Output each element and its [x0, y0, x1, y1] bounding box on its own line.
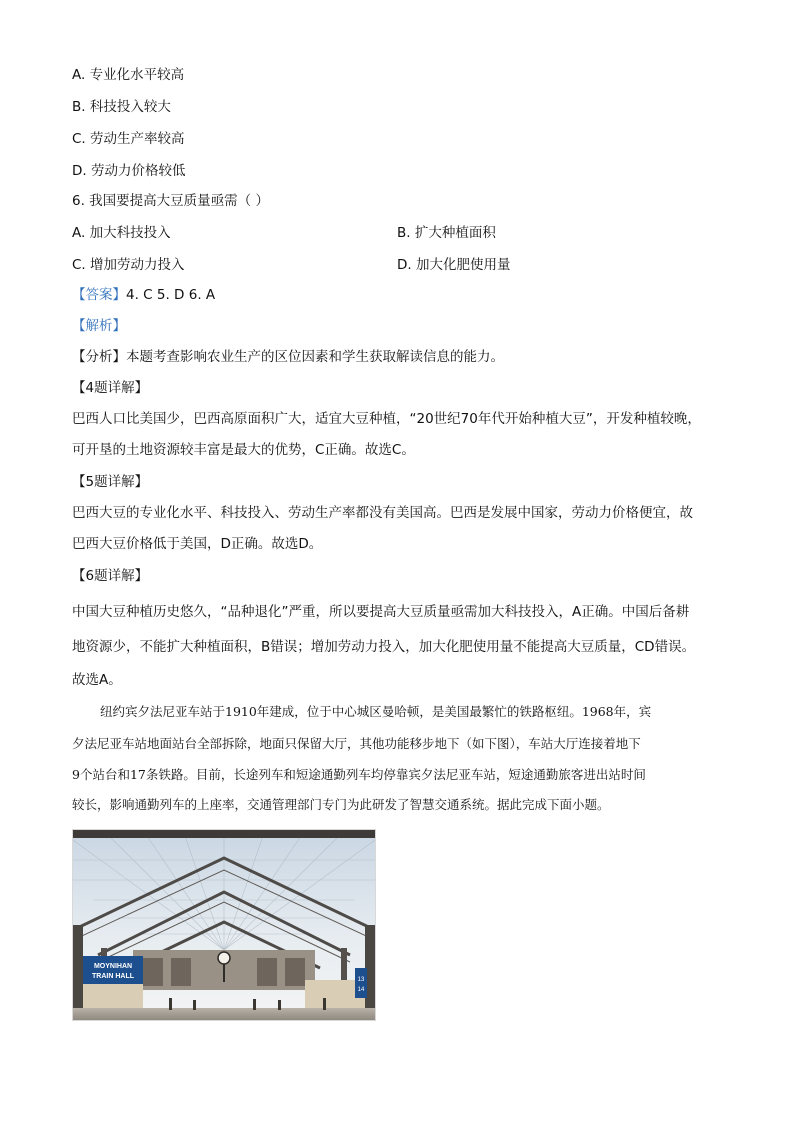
- q6-detail-line2: 地资源少，不能扩大种植面积，B错误；增加劳动力投入，加大化肥使用量不能提高大豆质量，CD错误。: [72, 639, 696, 655]
- q5-option-c: C. 劳动生产率较高: [72, 131, 185, 147]
- q4-detail-label: 【4题详解】: [72, 380, 149, 396]
- q6-detail-line1: 中国大豆种植历史悠久，“品种退化”严重，所以要提高大豆质量亟需加大科技投入，A正确。中国后备耕: [72, 604, 690, 620]
- q5-detail-label: 【5题详解】: [72, 474, 149, 490]
- q5-option-d: D. 劳动力价格较低: [72, 163, 186, 179]
- photo-sign-line1: MOYNIHAN: [93, 963, 133, 970]
- photo-side-sign-2: 14: [357, 987, 365, 993]
- q6-option-b: B. 扩大种植面积: [397, 225, 496, 241]
- analysis-label: 【解析】: [72, 318, 126, 334]
- q6-option-a: A. 加大科技投入: [72, 225, 171, 241]
- photo-sign-line2: TRAIN HALL: [92, 973, 134, 980]
- q4-detail-line1: 巴西人口比美国少，巴西高原面积广大，适宜大豆种植，“20世纪70年代开始种植大豆”，开发种植较晚，: [72, 411, 701, 427]
- passage-line3: 9个站台和17条铁路。目前，长途列车和短途通勤列车均停靠宾夕法尼亚车站，短途通勤旅客进出站时间: [72, 767, 646, 782]
- photo-side-sign-1: 13: [357, 977, 365, 983]
- passage-line2: 夕法尼亚车站地面站台全部拆除，地面只保留大厅，其他功能移步地下（如下图），车站大厅连接着地下: [72, 736, 641, 751]
- answer-text: 4. C 5. D 6. A: [126, 287, 216, 303]
- q6-detail-label: 【6题详解】: [72, 568, 149, 584]
- q6-stem: 6. 我国要提高大豆质量亟需（ ）: [72, 193, 269, 209]
- passage-line1: 纽约宾夕法尼亚车站于1910年建成，位于中心城区曼哈顿，是美国最繁忙的铁路枢纽。1968年，宾: [100, 704, 652, 719]
- q5-detail-line2: 巴西大豆价格低于美国，D正确。故选D。: [72, 536, 323, 552]
- q5-option-b: B. 科技投入较大: [72, 99, 171, 115]
- fenxi-label: 【分析】: [72, 349, 126, 365]
- q6-detail-line3: 故选A。: [72, 672, 122, 688]
- passage-line4: 较长，影响通勤列车的上座率，交通管理部门专门为此研发了智慧交通系统。据此完成下面小题。: [72, 797, 610, 812]
- station-hall-photo: [72, 829, 376, 1021]
- q5-detail-line1: 巴西大豆的专业化水平、科技投入、劳动生产率都没有美国高。巴西是发展中国家，劳动力价格便宜，故: [72, 505, 693, 521]
- q4-detail-line2: 可开垦的土地资源较丰富是最大的优势，C正确。故选C。: [72, 442, 415, 458]
- fenxi-line: [72, 348, 504, 366]
- q6-option-d: D. 加大化肥使用量: [397, 257, 511, 273]
- answer-line: [72, 286, 215, 304]
- q5-option-a: A. 专业化水平较高: [72, 67, 185, 83]
- q6-option-c: C. 增加劳动力投入: [72, 257, 185, 273]
- fenxi-text: 本题考查影响农业生产的区位因素和学生获取解读信息的能力。: [126, 349, 504, 365]
- answer-label: 【答案】: [72, 287, 126, 303]
